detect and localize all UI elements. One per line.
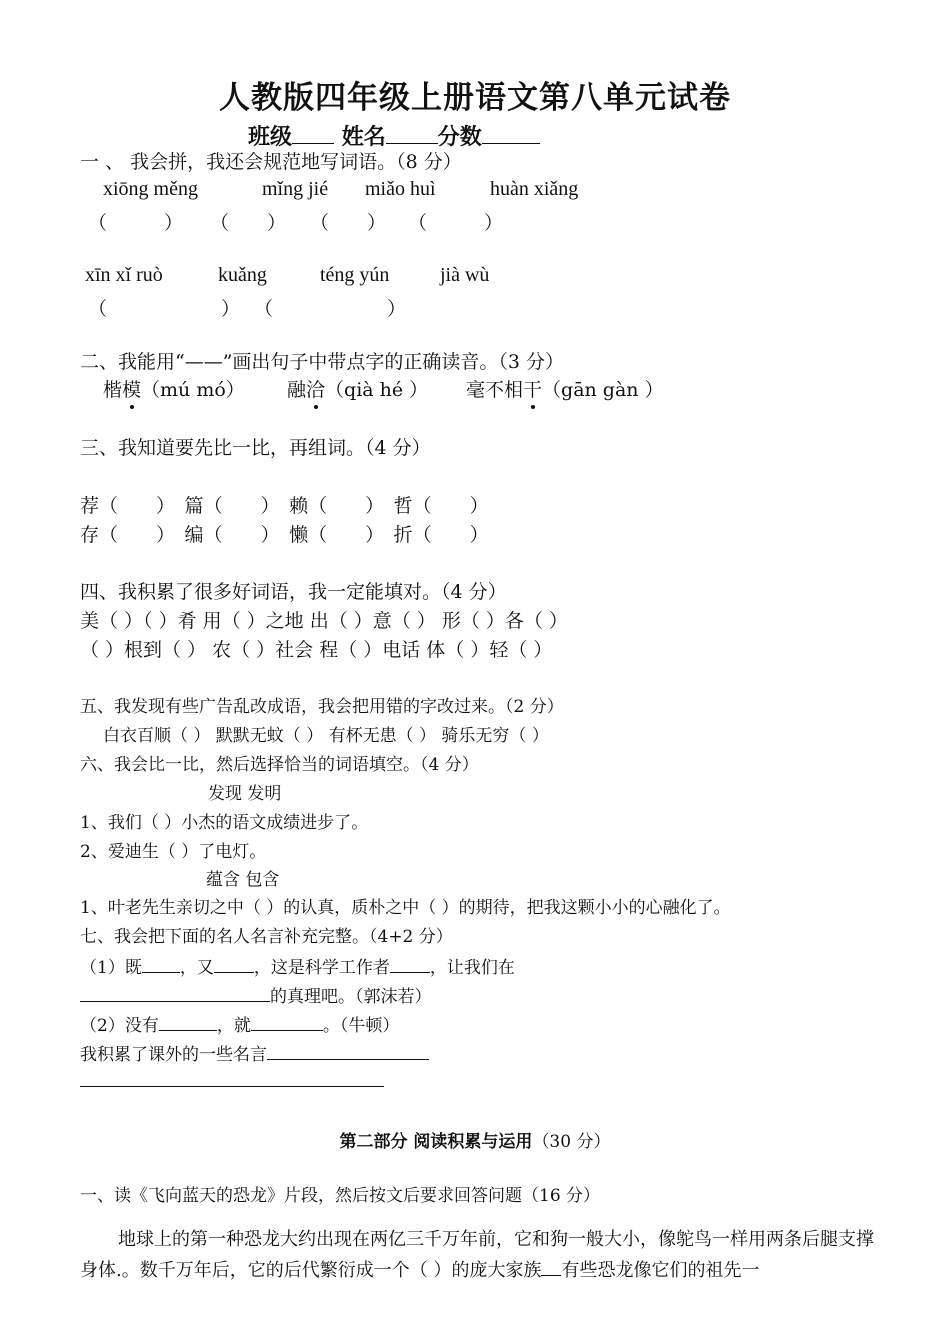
q2-heading: 二、我能用“——”画出句子中带点字的正确读音。（3 分） [80,351,565,373]
reading-passage: 地球上的第一种恐龙大约出现在两亿三千万年前，它和狗一般大小，像鸵鸟一样用两条后腿支撑身体.。数千万年后，它的后代繁衍成一个（ ）的庞大家族 有些恐龙像它们的祖先一 [80,1229,874,1281]
answer-parens[interactable]: （ ） [412,524,489,546]
score-label: 分数 [437,125,482,150]
q2-item[interactable]: 楷模（mú mó） [103,379,245,401]
part2-q1-heading: 一、读《飞向蓝天的恐龙》片段，然后按文后要求回答问题（16 分） [80,1186,601,1206]
dotted-char: 干 [523,379,543,401]
q7-quote-1: （1）既 ，又 ，这是科学工作者 ，让我们在 [80,954,515,980]
name-label: 姓名 [341,125,386,150]
answer-parens[interactable]: （ ） [412,495,489,517]
pinyin-item: mǐng jié [262,178,329,200]
q6-sentence[interactable]: 1、叶老先生亲切之中（ ）的认真，质朴之中（ ）的期待，把我这颗小小的心融化了。 [80,898,731,918]
q4-line[interactable]: （ ）根到（ ） 农（ ）社会 程（ ）电话 体（ ）轻（ ） [80,639,553,661]
q2-item[interactable]: 毫不相干（gān gàn ） [466,379,664,401]
q7-extra-quote: 我积累了课外的一些名言 [80,1041,429,1067]
q2-item[interactable]: 融洽（qià hé ） [287,379,429,401]
fill-blank[interactable] [80,983,270,1002]
answer-parens[interactable]: （ ） [203,495,271,517]
q3-row: 荐（ ） 篇（ ） 赖（ ） 哲（ ） [80,495,489,517]
q6-sentence[interactable]: 2、爱迪生（ ）了电灯。 [80,842,267,862]
dotted-char: 洽 [306,379,326,401]
fill-blank[interactable] [214,954,254,973]
name-blank[interactable] [386,125,438,144]
q7-quote-1-cont: 的真理吧。（郭沫若） [80,983,432,1009]
fill-blank[interactable] [541,1259,561,1276]
answer-parens[interactable]: （ ） [254,298,407,320]
q3-row: 存（ ） 编（ ） 懒（ ） 折（ ） [80,524,489,546]
pinyin-item: xiōng měng [103,178,198,200]
class-blank[interactable] [292,125,334,144]
word-pair: 蕴含 包含 [206,870,280,890]
page-title: 人教版四年级上册语文第八单元试卷 [219,80,731,116]
pinyin-item: xīn xǐ ruò [85,264,163,286]
q6-sentence[interactable]: 1、我们（ ）小杰的语文成绩进步了。 [80,813,369,833]
answer-parens[interactable]: （ ） [99,495,166,517]
fill-blank[interactable] [390,954,430,973]
pinyin-item: miǎo huì [365,178,436,200]
q5-line[interactable]: 白衣百顺（ ） 默默无蚊（ ） 有杯无患（ ） 骑乐无穷（ ） [103,726,549,746]
word-pair: 发现 发明 [208,784,282,804]
class-label: 班级 [248,125,293,150]
answer-parens[interactable]: （ ） [210,212,287,234]
q7-heading: 七、我会把下面的名人名言补充完整。（4+2 分） [80,927,453,947]
answer-parens[interactable]: （ ） [308,495,375,517]
answer-parens[interactable]: （ ） [308,524,375,546]
q5-heading: 五、我发现有些广告乱改成语，我会把用错的字改过来。（2 分） [80,697,564,717]
fill-blank[interactable] [251,1012,323,1031]
answer-parens[interactable]: （ ） [88,298,241,320]
score-blank[interactable] [482,125,540,144]
answer-parens[interactable]: （ ） [408,212,504,234]
answer-parens[interactable]: （ ） [310,212,387,234]
pinyin-item: kuǎng [218,264,267,286]
pinyin-item: jià wù [440,264,490,286]
fill-blank[interactable] [80,1068,384,1087]
q7-quote-2: （2）没有 ，就 。（牛顿） [80,1012,399,1038]
q4-line[interactable]: 美（ ）（ ）肴 用（ ）之地 出（ ）意（ ） 形（ ）各（ ） [80,610,568,632]
part2-heading: 第二部分 阅读积累与运用（30 分） [339,1132,611,1152]
fill-blank[interactable] [142,954,180,973]
student-info-line [248,120,540,151]
q7-extra-line [80,1068,384,1094]
fill-blank[interactable] [267,1041,429,1060]
answer-parens[interactable]: （ ） [88,212,184,234]
q6-heading: 六、我会比一比，然后选择恰当的词语填空。（4 分） [80,755,479,775]
q4-heading: 四、我积累了很多好词语，我一定能填对。（4 分） [80,581,507,603]
answer-parens[interactable]: （ ） [99,524,166,546]
q3-heading: 三、我知道要先比一比，再组词。（4 分） [80,437,431,459]
fill-blank[interactable] [159,1012,217,1031]
dotted-char: 模 [122,379,142,401]
answer-parens[interactable]: （ ） [203,524,271,546]
pinyin-item: huàn xiǎng [490,178,579,200]
q1-heading: 一 、 我会拼，我还会规范地写词语。（8 分） [80,151,462,173]
pinyin-item: téng yún [320,264,390,286]
